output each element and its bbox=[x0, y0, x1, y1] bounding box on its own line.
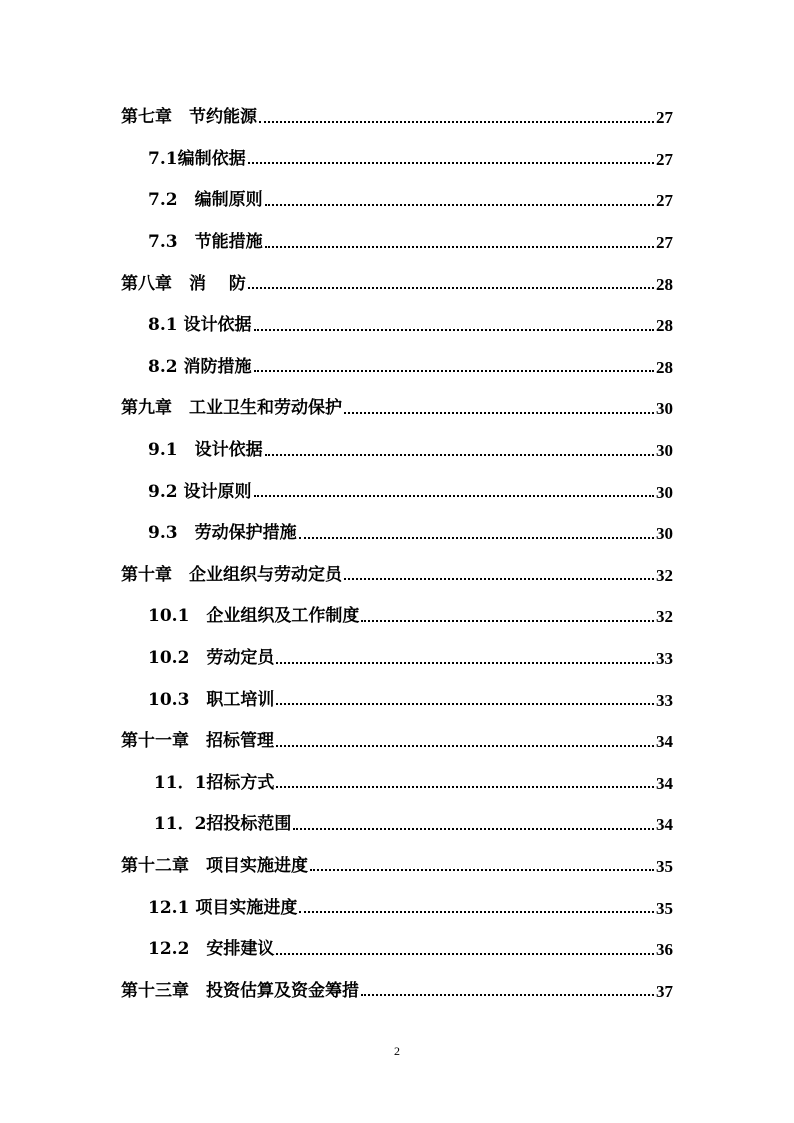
toc-entry-page-number: 27 bbox=[656, 149, 673, 169]
toc-dot-leader bbox=[276, 745, 654, 747]
toc-section-entry[interactable] bbox=[0, 596, 794, 638]
toc-section-entry[interactable] bbox=[0, 638, 794, 680]
toc-entry-page-number: 30 bbox=[656, 482, 673, 502]
toc-entry-title: 12.1 项目实施进度 bbox=[148, 897, 298, 918]
toc-chapter-entry[interactable] bbox=[0, 388, 794, 430]
toc-chapter-entry[interactable] bbox=[0, 97, 794, 139]
toc-entry-page-number: 33 bbox=[656, 649, 673, 669]
toc-dot-leader bbox=[248, 162, 654, 164]
toc-dot-leader bbox=[276, 703, 654, 705]
toc-entry-title: 第十二章 项目实施进度 bbox=[121, 855, 308, 876]
toc-section-entry[interactable] bbox=[0, 513, 794, 555]
toc-section-entry[interactable] bbox=[0, 804, 794, 846]
toc-dot-leader bbox=[254, 370, 655, 372]
toc-dot-leader bbox=[276, 662, 654, 664]
toc-section-entry[interactable] bbox=[0, 887, 794, 929]
toc-dot-leader bbox=[265, 204, 654, 206]
toc-entry-title: 7.1编制依据 bbox=[148, 148, 246, 169]
toc-section-entry[interactable] bbox=[0, 763, 794, 805]
toc-section-entry[interactable] bbox=[0, 430, 794, 472]
toc-entry-title: 9.2 设计原则 bbox=[148, 481, 252, 502]
toc-section-entry[interactable] bbox=[0, 222, 794, 264]
toc-chapter-entry[interactable] bbox=[0, 721, 794, 763]
toc-entry-page-number: 34 bbox=[656, 773, 673, 793]
toc-entry-page-number: 27 bbox=[656, 233, 673, 253]
toc-dot-leader bbox=[276, 786, 654, 788]
page-number: 2 bbox=[394, 1044, 400, 1058]
toc-chapter-entry[interactable] bbox=[0, 846, 794, 888]
toc-entry-page-number: 34 bbox=[656, 815, 673, 835]
toc-chapter-entry[interactable] bbox=[0, 970, 794, 1012]
toc-dot-leader bbox=[293, 828, 654, 830]
toc-entry-page-number: 36 bbox=[656, 940, 673, 960]
toc-dot-leader bbox=[254, 329, 655, 331]
toc-chapter-entry[interactable] bbox=[0, 555, 794, 597]
toc-entry-title: 10.2 劳动定员 bbox=[148, 648, 275, 669]
toc-entry-page-number: 27 bbox=[656, 108, 673, 128]
toc-dot-leader bbox=[344, 412, 654, 414]
toc-dot-leader bbox=[265, 246, 654, 248]
toc-section-entry[interactable] bbox=[0, 180, 794, 222]
table-of-contents bbox=[0, 97, 794, 1012]
toc-dot-leader bbox=[361, 994, 654, 996]
toc-dot-leader bbox=[254, 495, 655, 497]
toc-entry-title: 11．2招投标范围 bbox=[148, 814, 292, 835]
toc-entry-title: 9.1 设计依据 bbox=[148, 440, 263, 461]
toc-entry-title: 第十一章 招标管理 bbox=[121, 731, 274, 752]
toc-entry-title: 7.3 节能措施 bbox=[148, 232, 263, 253]
toc-entry-title: 第十三章 投资估算及资金筹措 bbox=[121, 980, 359, 1001]
toc-entry-page-number: 28 bbox=[656, 274, 673, 294]
toc-dot-leader bbox=[310, 869, 654, 871]
toc-section-entry[interactable] bbox=[0, 679, 794, 721]
toc-dot-leader bbox=[259, 121, 654, 123]
toc-entry-title: 第九章 工业卫生和劳动保护 bbox=[121, 398, 342, 419]
toc-entry-page-number: 35 bbox=[656, 856, 673, 876]
toc-entry-title: 第七章 节约能源 bbox=[121, 107, 257, 128]
toc-entry-page-number: 28 bbox=[656, 316, 673, 336]
toc-entry-title: 9.3 劳动保护措施 bbox=[148, 523, 297, 544]
toc-entry-title: 8.1 设计依据 bbox=[148, 315, 252, 336]
toc-entry-title: 第八章 消 防 bbox=[121, 273, 246, 294]
toc-entry-page-number: 35 bbox=[656, 898, 673, 918]
toc-entry-title: 10.3 职工培训 bbox=[148, 689, 275, 710]
toc-entry-page-number: 34 bbox=[656, 732, 673, 752]
toc-entry-page-number: 27 bbox=[656, 191, 673, 211]
toc-entry-page-number: 33 bbox=[656, 690, 673, 710]
toc-chapter-entry[interactable] bbox=[0, 263, 794, 305]
toc-entry-page-number: 30 bbox=[656, 441, 673, 461]
toc-entry-page-number: 32 bbox=[656, 607, 673, 627]
toc-dot-leader bbox=[344, 578, 654, 580]
toc-section-entry[interactable] bbox=[0, 139, 794, 181]
toc-dot-leader bbox=[276, 953, 654, 955]
toc-entry-title: 8.2 消防措施 bbox=[148, 356, 252, 377]
toc-entry-page-number: 30 bbox=[656, 399, 673, 419]
toc-section-entry[interactable] bbox=[0, 347, 794, 389]
toc-dot-leader bbox=[361, 620, 654, 622]
toc-section-entry[interactable] bbox=[0, 929, 794, 971]
toc-entry-title: 第十章 企业组织与劳动定员 bbox=[121, 564, 342, 585]
toc-entry-title: 11．1招标方式 bbox=[148, 772, 275, 793]
toc-dot-leader bbox=[299, 911, 654, 913]
toc-dot-leader bbox=[299, 537, 654, 539]
toc-entry-page-number: 37 bbox=[656, 981, 673, 1001]
toc-entry-page-number: 28 bbox=[656, 357, 673, 377]
toc-section-entry[interactable] bbox=[0, 305, 794, 347]
toc-dot-leader bbox=[265, 454, 654, 456]
toc-entry-page-number: 30 bbox=[656, 524, 673, 544]
toc-section-entry[interactable] bbox=[0, 471, 794, 513]
toc-entry-title: 7.2 编制原则 bbox=[148, 190, 263, 211]
toc-entry-title: 12.2 安排建议 bbox=[148, 939, 275, 960]
toc-dot-leader bbox=[248, 287, 654, 289]
toc-entry-page-number: 32 bbox=[656, 565, 673, 585]
toc-entry-title: 10.1 企业组织及工作制度 bbox=[148, 606, 360, 627]
